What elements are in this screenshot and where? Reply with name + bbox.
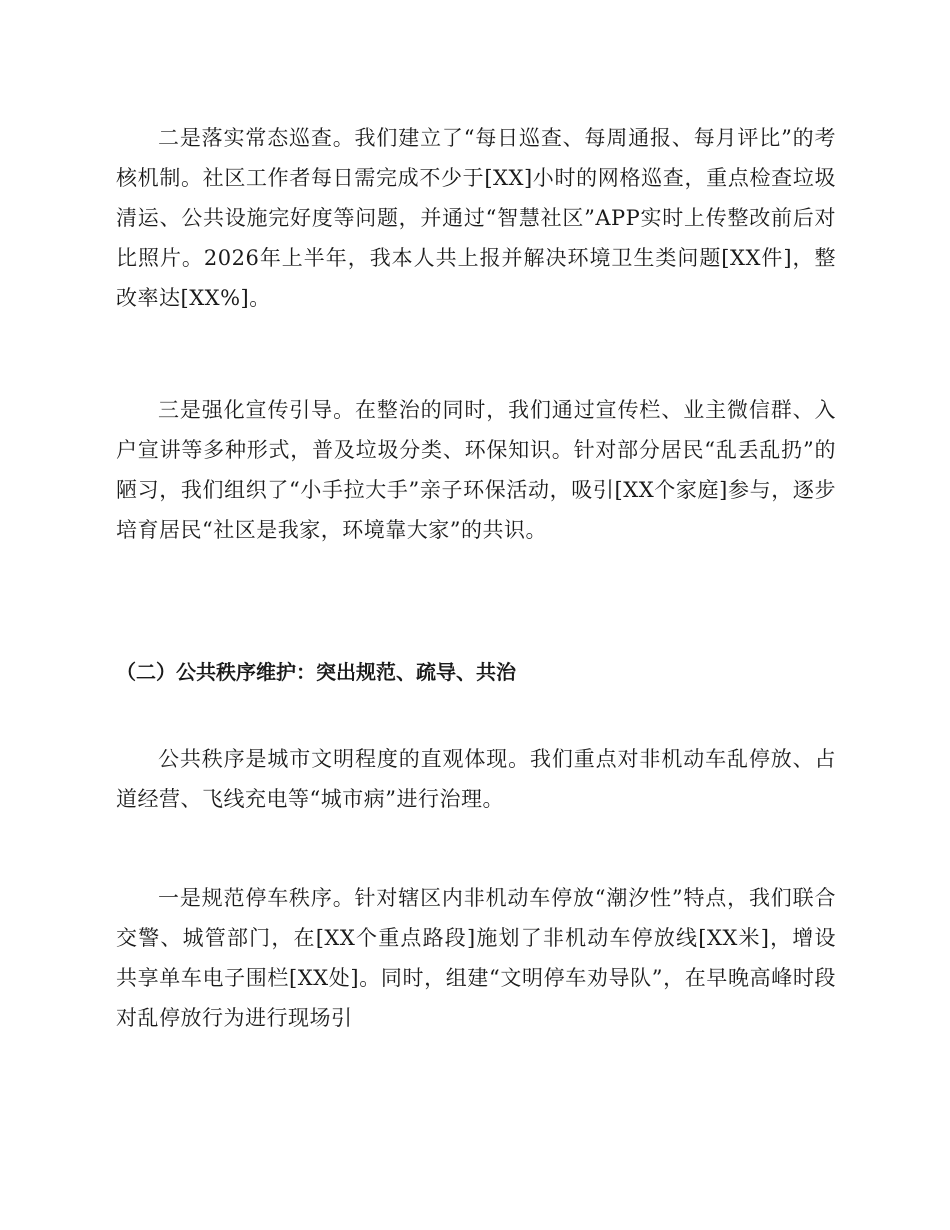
paragraph-publicity-guidance: 三是强化宣传引导。在整治的同时，我们通过宣传栏、业主微信群、入户宣讲等多种形式，普及垃圾分类、环保知识。针对部分居民“乱丢乱扔”的陋习，我们组织了“小手拉大手”亲子环保活动，吸引[XX个家庭]参与，逐步培育居民“社区是我家，环境靠大家”的共识。 xyxy=(116,398,836,542)
paragraph-parking-order: 一是规范停车秩序。针对辖区内非机动车停放“潮汐性”特点，我们联合交警、城管部门，在[XX个重点路段]施划了非机动车停放线[XX米]，增设共享单车电子围栏[XX处]。同时，组建“文明停车劝导队”，在早晚高峰时段对乱停放行为进行现场引 xyxy=(116,886,836,1030)
paragraph-public-order-intro: 公共秩序是城市文明程度的直观体现。我们重点对非机动车乱停放、占道经营、飞线充电等“城市病”进行治理。 xyxy=(116,747,836,811)
paragraph-routine-inspection: 二是落实常态巡查。我们建立了“每日巡查、每周通报、每月评比”的考核机制。社区工作者每日需完成不少于[XX]小时的网格巡查，重点检查垃圾清运、公共设施完好度等问题，并通过“智慧社区”APP实时上传整改前后对比照片。2026年上半年，我本人共上报并解决环境卫生类问题[XX件]，整改率达[XX%]。 xyxy=(116,126,836,310)
section-heading: （二）公共秩序维护：突出规范、疏导、共治 xyxy=(116,660,516,684)
